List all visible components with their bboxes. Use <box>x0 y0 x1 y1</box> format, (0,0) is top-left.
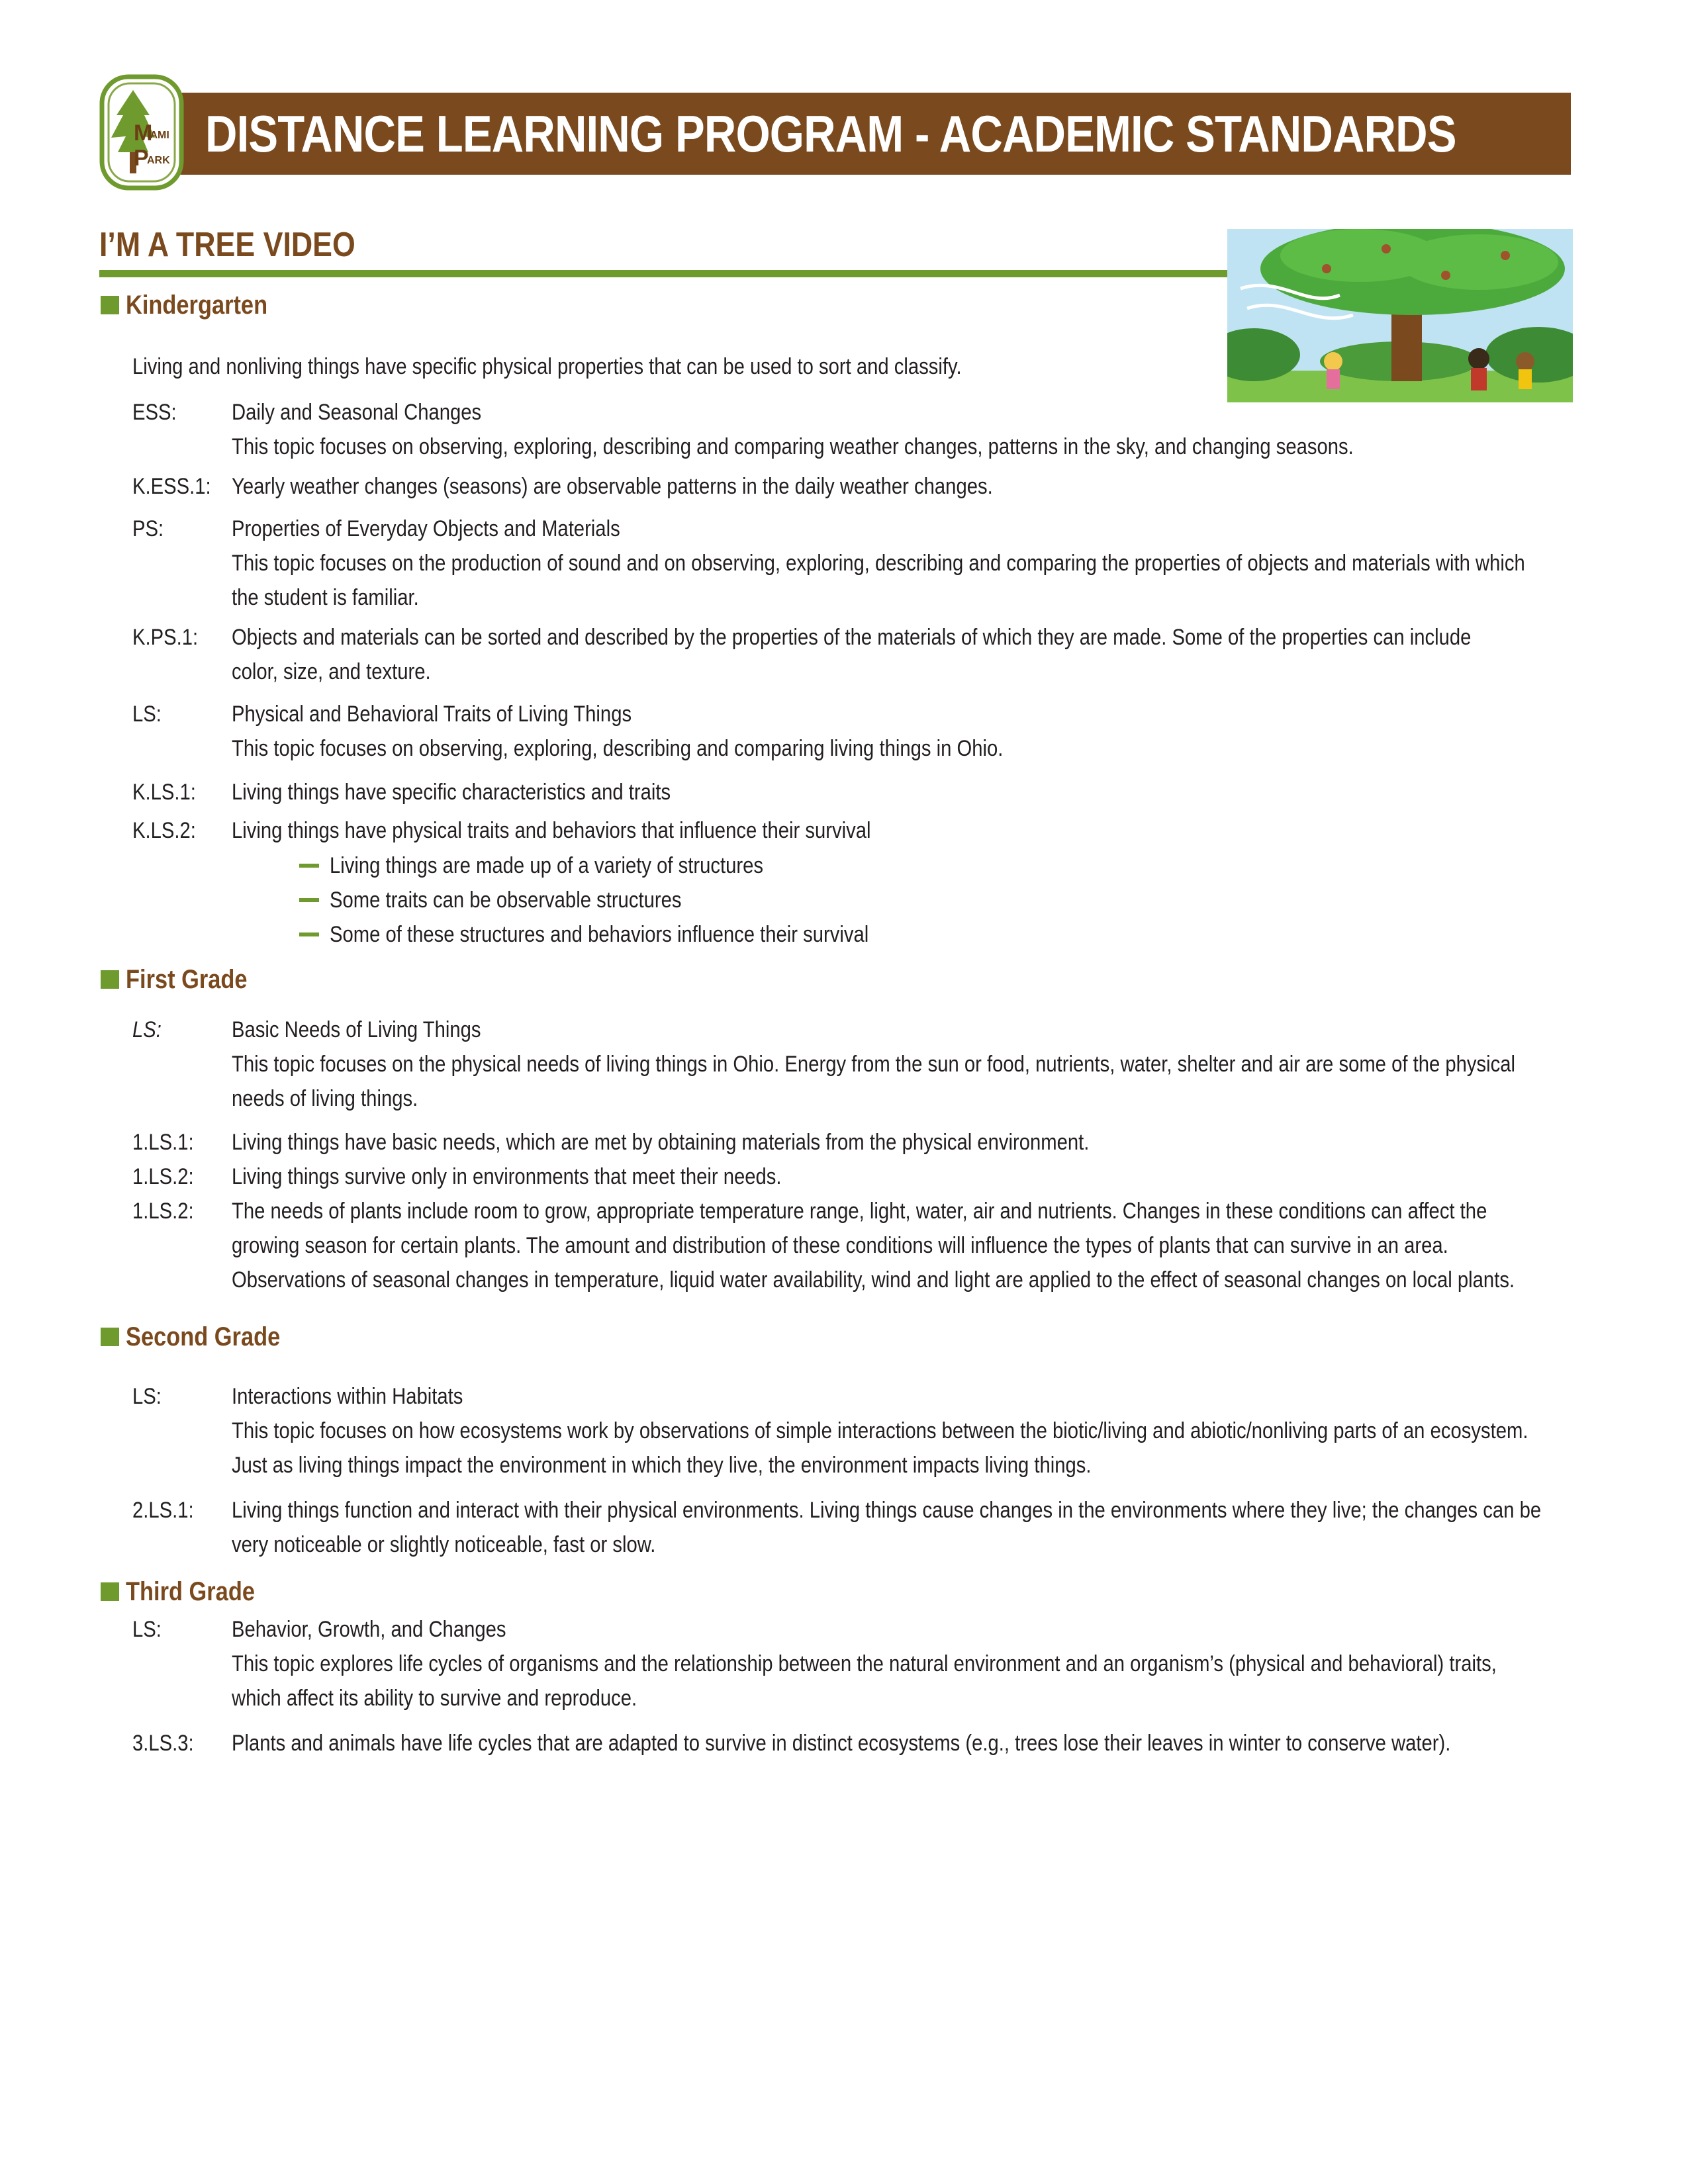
standard-text: The needs of plants include room to grow, appropriate temperature range, light, water, air and nutrients. Changes in these conditions can affect the <box>232 1199 1487 1224</box>
dash-bullet <box>299 933 319 936</box>
miami-park-logo: M IAMI P ARK <box>99 74 184 191</box>
topic-description: Just as living things impact the environment in which they live, the environment impacts living things. <box>232 1453 1092 1478</box>
section-title: I’M A TREE VIDEO <box>99 226 355 264</box>
topic-title: Basic Needs of Living Things <box>232 1017 481 1042</box>
standard-code: K.LS.1: <box>132 780 196 805</box>
topic-title: Physical and Behavioral Traits of Living Things <box>232 702 632 727</box>
grade-heading-second-grade: Second Grade <box>101 1320 305 1353</box>
topic-title: Daily and Seasonal Changes <box>232 400 482 425</box>
green-square-bullet <box>101 296 119 314</box>
grade-heading-kindergarten: Kindergarten <box>101 289 291 322</box>
title-divider <box>99 270 1231 277</box>
grade-heading-first-grade: First Grade <box>101 963 267 996</box>
topic-description: which affect its ability to survive and reproduce. <box>232 1686 637 1711</box>
topic-description: the student is familiar. <box>232 585 419 610</box>
standard-code: LS: <box>132 1384 162 1409</box>
topic-title: Behavior, Growth, and Changes <box>232 1617 506 1642</box>
standard-text: Objects and materials can be sorted and described by the properties of the materials of which they are made. Some of the properties can include <box>232 625 1472 650</box>
topic-description: This topic focuses on observing, exploring, describing and comparing weather changes, patterns in the sky, and changing seasons. <box>232 434 1354 459</box>
topic-description: This topic focuses on how ecosystems work by observations of simple interactions between the biotic/living and abiotic/nonliving parts of an ecosystem. <box>232 1418 1528 1443</box>
standard-code: LS: <box>132 702 162 727</box>
topic-description: needs of living things. <box>232 1086 418 1111</box>
standard-code: 1.LS.1: <box>132 1130 194 1155</box>
dash-bullet <box>299 864 319 868</box>
topic-description: This topic focuses on the production of sound and on observing, exploring, describing and comparing the properties of objects and materials with which <box>232 551 1525 576</box>
standard-code: K.ESS.1: <box>132 474 211 499</box>
bullet-item: Some traits can be observable structures <box>330 887 682 913</box>
standard-text: very noticeable or slightly noticeable, fast or slow. <box>232 1532 656 1557</box>
topic-title: Properties of Everyday Objects and Materials <box>232 516 620 541</box>
bullet-item: Some of these structures and behaviors influence their survival <box>330 922 869 947</box>
kindergarten-intro: Living and nonliving things have specific physical properties that can be used to sort and classify. <box>132 354 962 379</box>
bullet-item: Living things are made up of a variety of structures <box>330 853 763 878</box>
standard-text: color, size, and texture. <box>232 659 431 684</box>
standard-code: PS: <box>132 516 164 541</box>
standard-text: Living things have physical traits and behaviors that influence their survival <box>232 818 871 843</box>
standard-text: Living things have specific characteristics and traits <box>232 780 671 805</box>
standard-code: LS: <box>132 1017 162 1042</box>
green-square-bullet <box>101 1328 119 1346</box>
tree-illustration <box>1227 229 1573 402</box>
topic-description: This topic focuses on observing, exploring, describing and comparing living things in Ohio. <box>232 736 1004 761</box>
standard-text: Living things function and interact with their physical environments. Living things cause changes in the environments where they live; the changes can be <box>232 1498 1542 1523</box>
standard-text: Observations of seasonal changes in temperature, liquid water availability, wind and light are applied to the effect of seasonal changes on local plants. <box>232 1267 1515 1293</box>
topic-title: Interactions within Habitats <box>232 1384 463 1409</box>
standard-code: LS: <box>132 1617 162 1642</box>
standard-code: ESS: <box>132 400 177 425</box>
standard-code: 1.LS.2: <box>132 1164 194 1189</box>
standard-text: Living things have basic needs, which are met by obtaining materials from the physical environment. <box>232 1130 1090 1155</box>
standard-text: Living things survive only in environments that meet their needs. <box>232 1164 782 1189</box>
standard-code: K.PS.1: <box>132 625 199 650</box>
standard-text: Yearly weather changes (seasons) are observable patterns in the daily weather changes. <box>232 474 993 499</box>
standard-text: growing season for certain plants. The amount and distribution of these conditions will influence the types of plants that can survive in an area. <box>232 1233 1448 1258</box>
green-square-bullet <box>101 970 119 989</box>
page-title: DISTANCE LEARNING PROGRAM - ACADEMIC STANDARDS <box>205 105 1456 163</box>
topic-description: This topic focuses on the physical needs of living things in Ohio. Energy from the sun or food, nutrients, water, shelter and air are some of the physical <box>232 1052 1516 1077</box>
green-square-bullet <box>101 1582 119 1601</box>
standard-code: 1.LS.2: <box>132 1199 194 1224</box>
standard-code: 2.LS.1: <box>132 1498 194 1523</box>
grade-heading-third-grade: Third Grade <box>101 1575 276 1608</box>
dash-bullet <box>299 898 319 902</box>
standard-code: 3.LS.3: <box>132 1731 194 1756</box>
topic-description: This topic explores life cycles of organisms and the relationship between the natural environment and an organism’s (physical and behavioral) traits, <box>232 1651 1497 1676</box>
standard-text: Plants and animals have life cycles that are adapted to survive in distinct ecosystems (e.g., trees lose their leaves in winter to conserve water). <box>232 1731 1451 1756</box>
standard-code: K.LS.2: <box>132 818 196 843</box>
